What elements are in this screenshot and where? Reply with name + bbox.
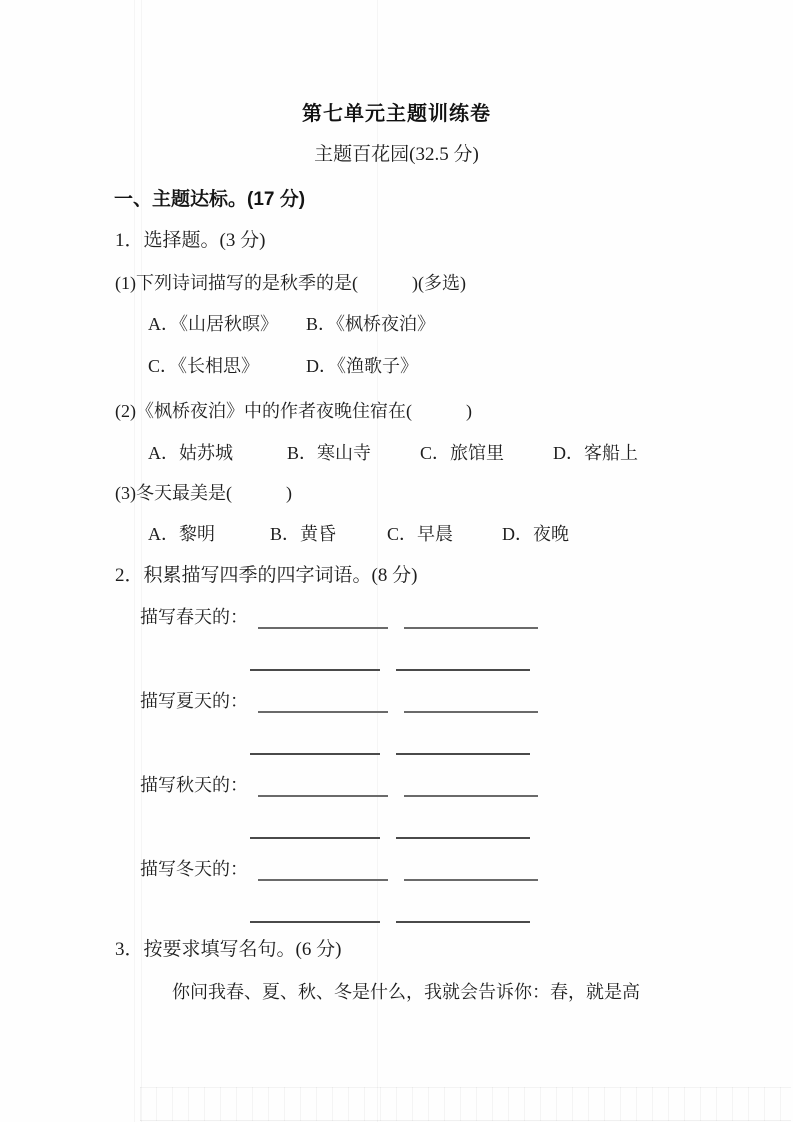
option-c: C．早晨 — [387, 524, 454, 544]
blank-line — [258, 606, 388, 629]
blank-line — [404, 690, 538, 713]
option-a: A．黎明 — [148, 524, 215, 544]
q1-sub1-options-row-2 — [148, 355, 418, 377]
option-d: D．《渔歌子》 — [306, 356, 418, 376]
blank-line — [250, 816, 380, 839]
q2-row-autumn-label: 描写秋天的： — [140, 775, 248, 795]
blank-line — [396, 648, 530, 671]
q3-heading: 3．按要求填写名句。(6 分) — [115, 939, 342, 960]
q1-sub1-prompt: (1)下列诗词描写的是秋季的是( )(多选) — [115, 273, 466, 293]
blank-line — [258, 858, 388, 881]
option-b: B．黄昏 — [270, 524, 337, 544]
q1-sub2-prompt: (2)《枫桥夜泊》中的作者夜晚住宿在( ) — [115, 401, 472, 421]
blank-line — [258, 774, 388, 797]
q2-heading: 2．积累描写四季的四字词语。(8 分) — [115, 565, 418, 586]
blank-line — [258, 690, 388, 713]
blank-line — [250, 648, 380, 671]
q1-sub3-options-row — [148, 523, 569, 545]
option-a: A．《山居秋暝》 — [148, 314, 278, 334]
blank-line — [396, 816, 530, 839]
scan-fold-line — [377, 0, 378, 1122]
q1-sub1-options-row-1 — [148, 313, 435, 335]
doc-title: 第七单元主题训练卷 — [302, 103, 491, 125]
blank-line — [404, 606, 538, 629]
q2-row-winter-label: 描写冬天的： — [140, 859, 248, 879]
blank-line — [396, 900, 530, 923]
blank-line — [404, 858, 538, 881]
q2-row-spring-label: 描写春天的： — [140, 607, 248, 627]
option-b: B．《枫桥夜泊》 — [306, 314, 436, 334]
option-b: B．寒山寺 — [287, 443, 372, 463]
writing-grid-ghost — [140, 1087, 791, 1121]
q3-paragraph: 你问我春、夏、秋、冬是什么，我就会告诉你：春，就是高 — [172, 982, 640, 1002]
option-d: D．客船上 — [553, 443, 638, 463]
q1-sub3-prompt: (3)冬天最美是( ) — [115, 483, 292, 503]
option-c: C．旅馆里 — [420, 443, 505, 463]
q1-heading: 1．选择题。(3 分) — [115, 230, 266, 251]
option-d: D．夜晚 — [502, 524, 569, 544]
option-a: A．姑苏城 — [148, 443, 233, 463]
q2-row-summer-label: 描写夏天的： — [140, 691, 248, 711]
blank-line — [250, 732, 380, 755]
blank-line — [250, 900, 380, 923]
blank-line — [396, 732, 530, 755]
doc-subtitle: 主题百花园(32.5 分) — [314, 144, 479, 165]
blank-line — [404, 774, 538, 797]
option-c: C．《长相思》 — [148, 356, 260, 376]
q1-sub2-options-row — [148, 442, 638, 464]
section-1-heading: 一、主题达标。(17 分) — [114, 189, 306, 210]
